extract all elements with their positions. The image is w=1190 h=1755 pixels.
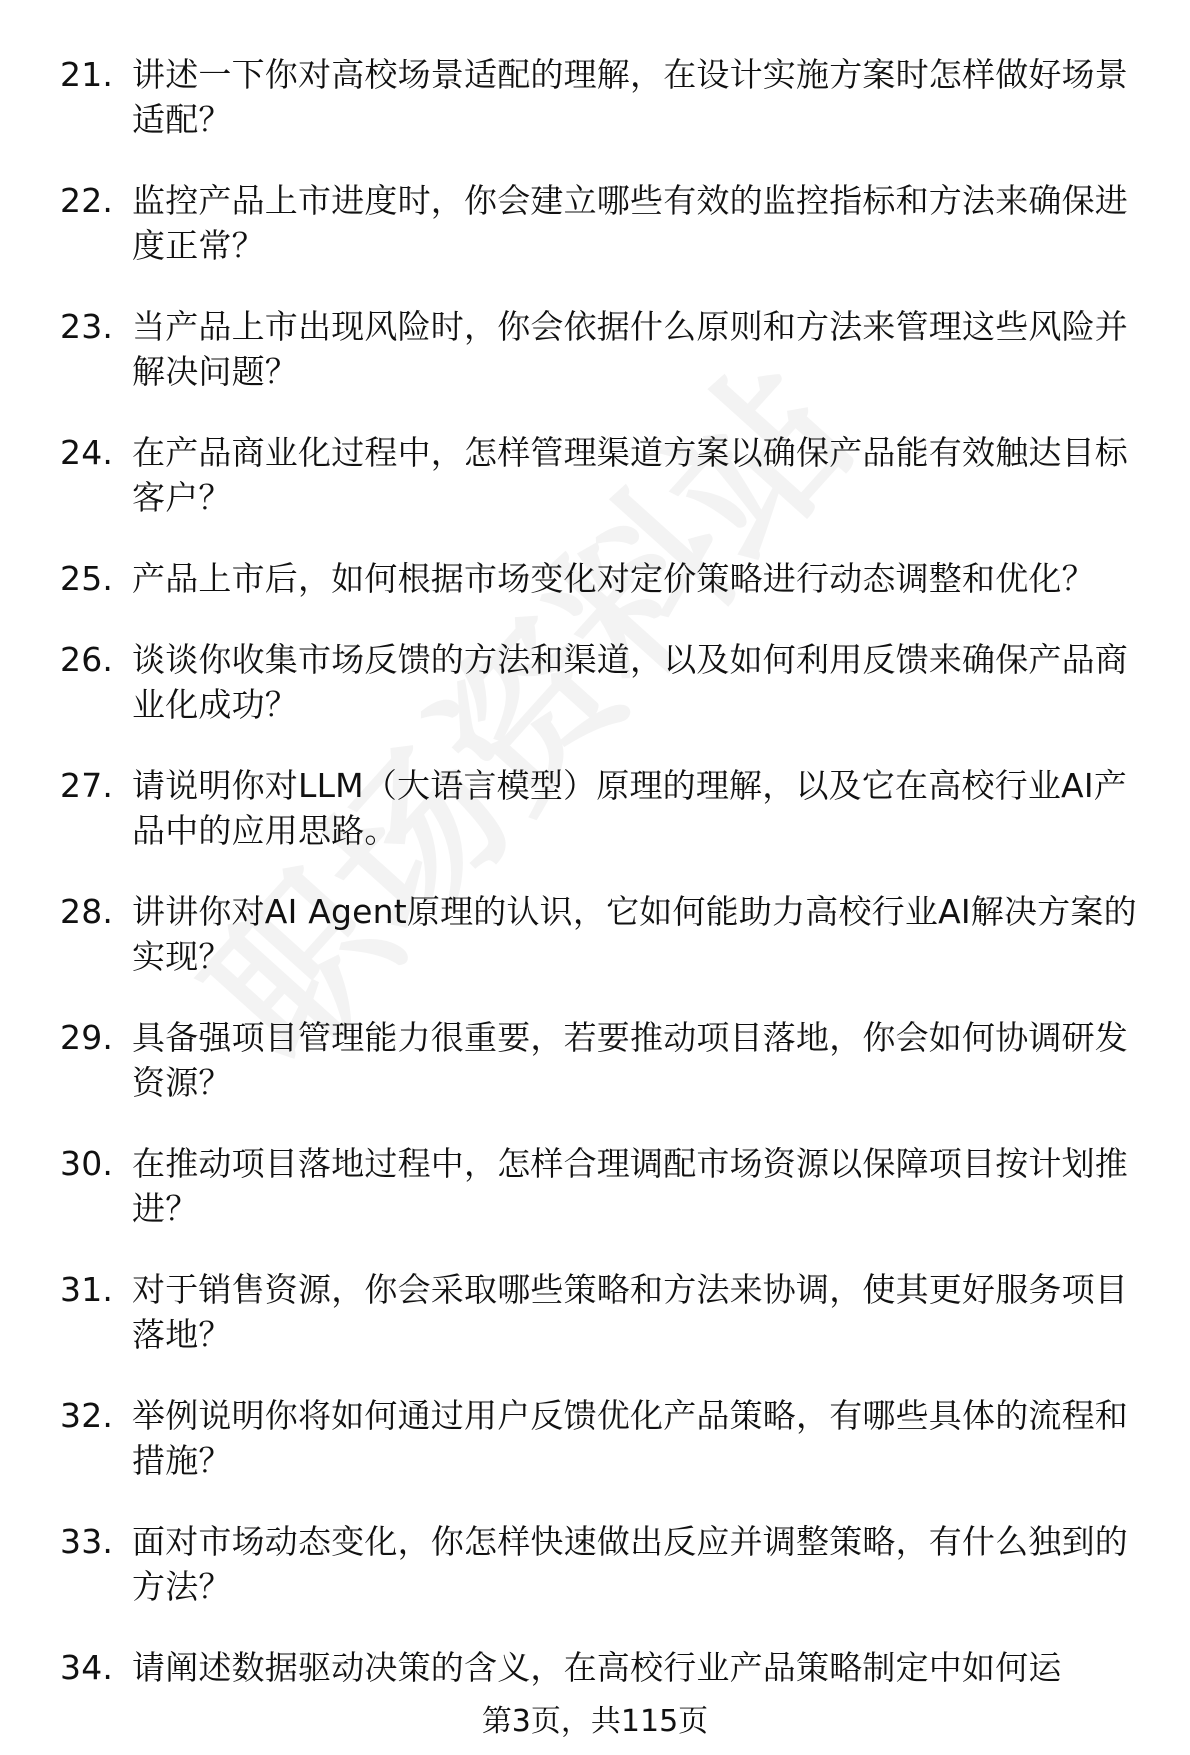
question-text: 具备强项目管理能力很重要，若要推动项目落地，你会如何协调研发资源？: [132, 1018, 1128, 1102]
page-number-footer: 第3页，共115页: [481, 1704, 709, 1739]
question-number: 30.: [60, 1144, 114, 1183]
question-number: 26.: [60, 640, 114, 679]
question-item: [60, 52, 1150, 142]
question-item: [60, 1645, 1150, 1690]
question-text: 产品上市后，如何根据市场变化对定价策略进行动态调整和优化？: [132, 559, 1095, 598]
question-item: [60, 1393, 1150, 1483]
question-item: [60, 1015, 1150, 1105]
question-item: [60, 178, 1150, 268]
question-text: 谈谈你收集市场反馈的方法和渠道，以及如何利用反馈来确保产品商业化成功？: [132, 640, 1128, 724]
question-number: 31.: [60, 1270, 114, 1309]
question-item: [60, 1267, 1150, 1357]
question-item: [60, 637, 1150, 727]
question-item: [60, 1519, 1150, 1609]
question-number: 34.: [60, 1648, 114, 1687]
question-text: 在产品商业化过程中，怎样管理渠道方案以确保产品能有效触达目标客户？: [132, 433, 1128, 517]
question-item: [60, 556, 1150, 601]
question-item: [60, 889, 1150, 979]
question-number: 33.: [60, 1522, 114, 1561]
question-text: 讲述一下你对高校场景适配的理解，在设计实施方案时怎样做好场景适配？: [132, 55, 1128, 139]
question-number: 23.: [60, 307, 114, 346]
question-text: 监控产品上市进度时，你会建立哪些有效的监控指标和方法来确保进度正常？: [132, 181, 1128, 265]
question-text: 请阐述数据驱动决策的含义，在高校行业产品策略制定中如何运: [132, 1648, 1062, 1687]
question-number: 27.: [60, 766, 114, 805]
question-text: 请说明你对LLM（大语言模型）原理的理解，以及它在高校行业AI产品中的应用思路。: [132, 766, 1127, 850]
question-number: 25.: [60, 559, 114, 598]
question-text: 当产品上市出现风险时，你会依据什么原则和方法来管理这些风险并解决问题？: [132, 307, 1128, 391]
question-text: 在推动项目落地过程中，怎样合理调配市场资源以保障项目按计划推进？: [132, 1144, 1128, 1228]
question-number: 24.: [60, 433, 114, 472]
question-text: 讲讲你对AI Agent原理的认识，它如何能助力高校行业AI解决方案的实现？: [132, 892, 1137, 976]
question-item: [60, 1141, 1150, 1231]
question-item: [60, 304, 1150, 394]
question-number: 32.: [60, 1396, 114, 1435]
question-number: 29.: [60, 1018, 114, 1057]
question-number: 28.: [60, 892, 114, 931]
question-text: 对于销售资源，你会采取哪些策略和方法来协调，使其更好服务项目落地？: [132, 1270, 1128, 1354]
question-text: 举例说明你将如何通过用户反馈优化产品策略，有哪些具体的流程和措施？: [132, 1396, 1128, 1480]
question-number: 21.: [60, 55, 114, 94]
question-number: 22.: [60, 181, 114, 220]
question-item: [60, 763, 1150, 853]
question-item: [60, 430, 1150, 520]
question-list: [60, 52, 1150, 1726]
question-text: 面对市场动态变化，你怎样快速做出反应并调整策略，有什么独到的方法？: [132, 1522, 1128, 1606]
